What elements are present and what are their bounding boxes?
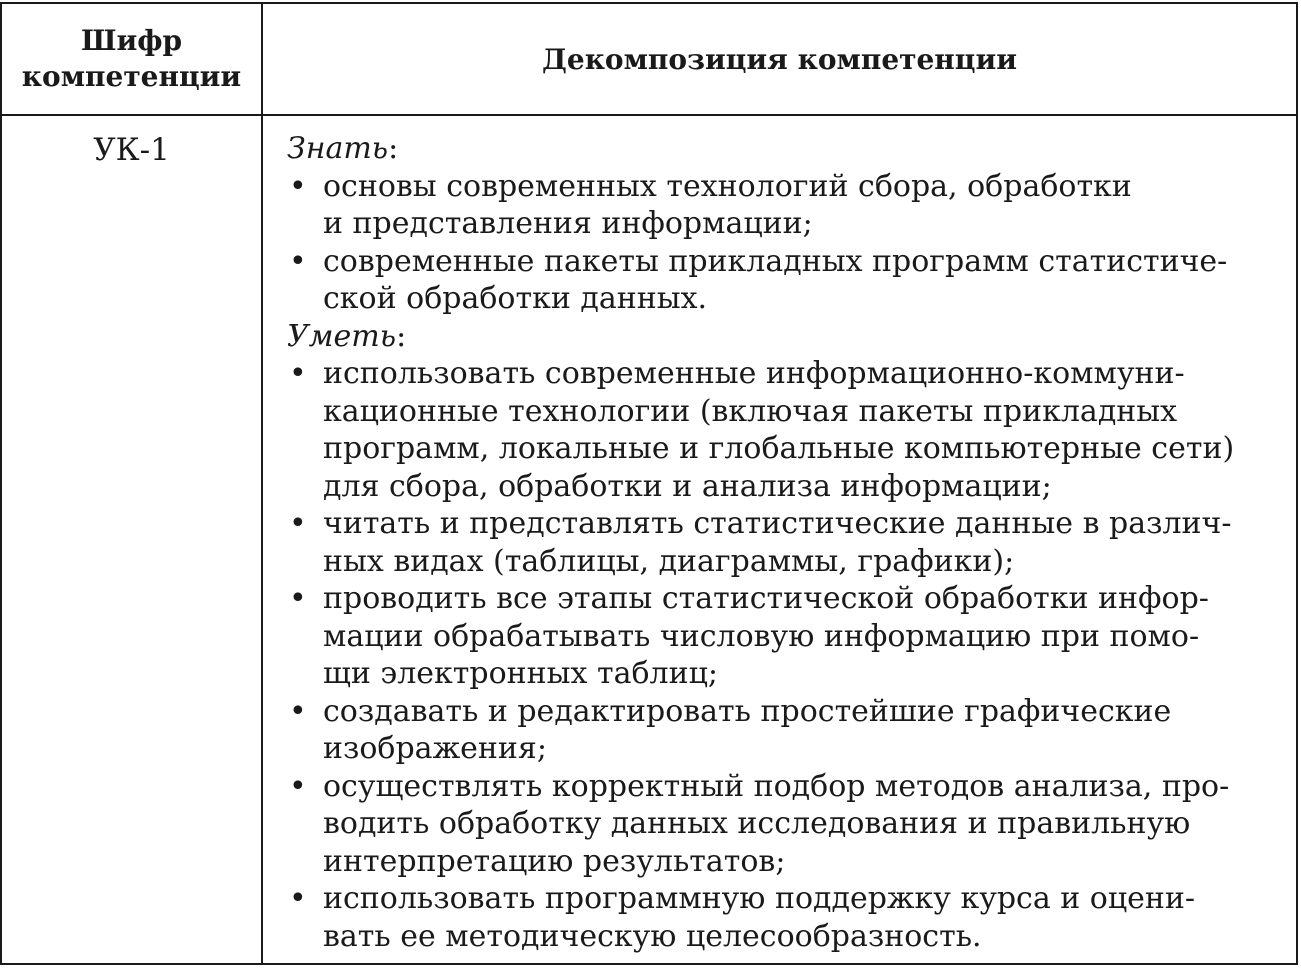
list-item-line: современные пакеты прикладных программ статистиче- [323,243,1228,279]
list-item [287,243,1272,318]
bullet-icon: • [289,506,307,541]
bullet-icon: • [289,768,307,804]
list-item-line: щи электронных таблиц; [323,656,718,691]
list-item [287,693,1272,768]
list-item-line: и представления информации; [323,206,813,241]
know-section-label: Знать: [287,131,399,166]
header-code-line1: Шифр [80,24,183,57]
list-item-line: для сбора, обработки и анализа информации; [323,468,1052,504]
list-item-line: вать ее методическую целесообразность. [323,918,982,954]
list-item-line: водить обработку данных исследования и правильную [323,806,1191,841]
list-item [287,505,1272,580]
list-item-line: кационные технологии (включая пакеты прикладных [323,393,1178,429]
header-competence-code [2,4,261,114]
know-label: Знать [287,131,389,166]
header-decomposition: Декомпозиция компетенции [541,42,1018,76]
list-item-line: интерпретацию результатов; [323,843,786,879]
list-item-line: читать и представлять статистические данные в различ- [323,506,1232,541]
list-item-line: мации обрабатывать числовую информацию при помо- [323,618,1200,654]
list-item-line: использовать программную поддержку курса и оцени- [323,881,1196,916]
list-item-line: основы современных технологий сбора, обработки [323,168,1132,204]
table-header-row [2,4,1296,116]
header-code-line2: компетенции [21,60,242,93]
bullet-icon: • [289,168,307,204]
can-label: Уметь [287,318,397,354]
list-item [287,355,1272,505]
list-item-line: использовать современные информационно-коммуни- [323,356,1185,391]
list-item-line: ных видах (таблицы, диаграммы, графики); [323,543,1015,579]
list-item [287,168,1272,243]
list-item [287,768,1272,881]
list-item [287,880,1272,955]
list-item-line: изображения; [323,731,547,766]
bullet-icon: • [289,243,307,279]
bullet-icon: • [289,881,307,916]
can-list [287,355,1272,955]
competence-table [0,2,1298,965]
list-item-line: ской обработки данных. [323,281,708,316]
know-list [287,168,1272,318]
can-section-label: Уметь: [287,318,407,354]
list-item-line: программ, локальные и глобальные компьютерные сети) [323,431,1235,466]
list-item-line: осуществлять корректный подбор методов анализа, про- [323,768,1230,804]
competence-code-cell: УК-1 [93,132,170,168]
list-item-line: создавать и редактировать простейшие графические [323,693,1172,729]
column-divider [261,4,263,963]
bullet-icon: • [289,356,307,391]
list-item [287,580,1272,693]
bullet-icon: • [289,581,307,616]
bullet-icon: • [289,693,307,729]
list-item-line: проводить все этапы статистической обработки инфор- [323,581,1209,616]
decomposition-cell [287,130,1272,955]
